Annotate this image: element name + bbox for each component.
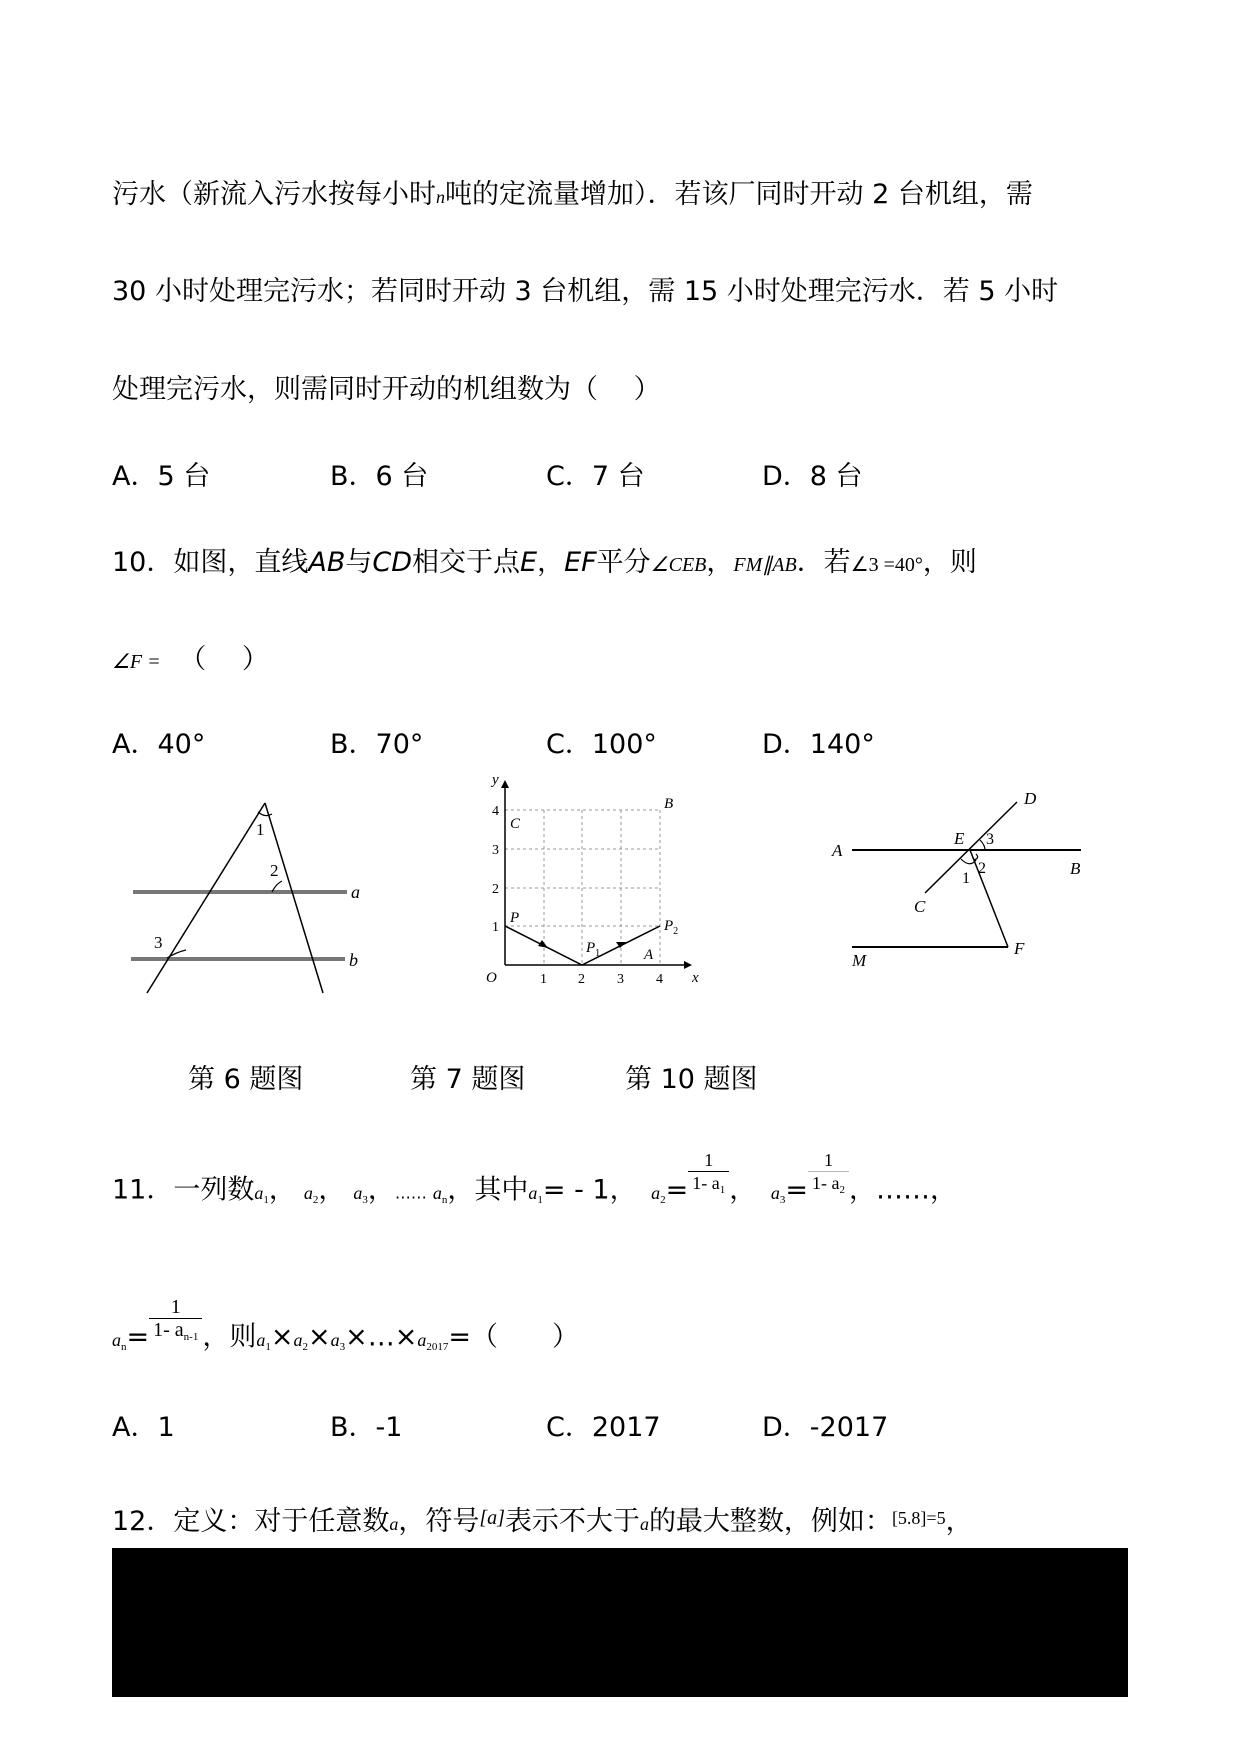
question-number: 12．	[112, 1506, 174, 1537]
q9-option-b[interactable]: B．6 台	[330, 461, 429, 492]
q11-text: ，则	[202, 1321, 257, 1353]
q12-text: 定义：对于任意数	[173, 1506, 390, 1537]
var-a: a	[639, 1514, 649, 1534]
term-a2: $a_2$	[293, 1329, 308, 1353]
term-an: $a_n$	[432, 1182, 448, 1206]
term-a1: $a_1$	[528, 1182, 543, 1206]
label-e: E	[954, 829, 965, 848]
numerator: 1	[688, 1149, 729, 1172]
caption-figure-6: 第 6 题图	[188, 1064, 304, 1095]
q9-text: 吨的定流量增加）．若该厂同时开动 2 台机组，需	[445, 179, 1033, 210]
term-a1: $a_1$	[254, 1182, 269, 1206]
label-angle-3: 3	[154, 933, 163, 952]
transversal-right	[265, 803, 323, 993]
fraction-a3	[808, 1149, 849, 1201]
label-angle-3: 3	[986, 831, 994, 848]
segment-ef: EF	[564, 547, 597, 578]
line-cd: CD	[372, 547, 413, 578]
q12-text: ，	[945, 1506, 973, 1537]
var-a: a	[389, 1514, 399, 1534]
q10-text: 相交于点	[412, 547, 521, 578]
caption-figure-7: 第 7 题图	[410, 1064, 526, 1095]
redacted-block	[112, 1548, 1128, 1697]
q10-text: 平分	[596, 547, 651, 578]
label-a: A	[644, 947, 654, 963]
q9-line-3: 处理完污水，则需同时开动的机组数为（ ）	[112, 374, 661, 405]
q10-text: 与	[345, 547, 373, 578]
q10-text: ，	[706, 547, 734, 578]
label-o: O	[486, 970, 497, 986]
grid-lines	[505, 810, 660, 965]
y-axis-arrow-icon	[501, 780, 509, 788]
ellipsis: ……	[394, 1183, 427, 1203]
figure-10-intersecting-lines	[820, 770, 1100, 970]
term-a2017: $a_{2017}$	[417, 1329, 449, 1353]
numerator: 1	[808, 1149, 849, 1172]
y-tick: 4	[492, 804, 499, 819]
label-p: P	[510, 910, 520, 926]
path-arrow-icon	[538, 940, 548, 948]
label-line-a: a	[351, 882, 360, 902]
label-c: C	[914, 897, 926, 916]
y-tick: 1	[492, 920, 499, 935]
q11-option-d[interactable]: D．-2017	[762, 1412, 889, 1443]
angle-3-arc	[167, 950, 186, 958]
label-d: D	[1024, 789, 1037, 808]
term-a3: $a_3$	[330, 1329, 346, 1353]
answer-blank: （ ）	[179, 644, 269, 675]
angle-3-arc	[980, 840, 985, 850]
term-an: $a_n$	[112, 1329, 127, 1353]
term-a3: $a_3$	[353, 1182, 368, 1206]
fm-parallel-ab: FM∥AB	[733, 554, 797, 576]
angle-3-value: ∠3 =40°	[850, 554, 923, 576]
line-cd	[925, 802, 1017, 893]
label-angle-1: 1	[962, 870, 970, 887]
figure-7-coordinate-grid	[480, 770, 720, 990]
q11-option-a[interactable]: A．1	[112, 1412, 175, 1443]
q11-text: 一列数	[173, 1174, 255, 1206]
term-a2: $a_2$	[651, 1182, 666, 1206]
q9-line-2: 30 小时处理完污水；若同时开动 3 台机组，需 15 小时处理完污水．若 5 小时	[112, 276, 1059, 307]
q10-option-b[interactable]: B．70°	[330, 729, 424, 760]
q9-line-1	[112, 177, 1033, 215]
x-tick: 2	[578, 972, 585, 987]
term-a3: $a_3$	[770, 1182, 786, 1206]
q9-text: 污水（新流入污水按每小时	[112, 179, 436, 210]
q10-text: ．若	[796, 547, 851, 578]
label-p1: $P_1$	[586, 940, 601, 959]
fraction-a2	[688, 1149, 729, 1201]
q12-text: 的最大整数，例如：	[648, 1506, 892, 1537]
q10-option-d[interactable]: D．140°	[762, 729, 875, 760]
angle-f: ∠F =	[112, 651, 161, 673]
floor-example: [5.8]=5	[891, 1508, 946, 1528]
equals: =	[126, 1321, 150, 1353]
q9-option-a[interactable]: A．5 台	[112, 461, 211, 492]
angle-ceb: ∠CEB	[650, 554, 707, 576]
q11-text: ，……，	[848, 1174, 957, 1206]
label-angle-2: 2	[978, 860, 986, 877]
line-ab: AB	[308, 547, 346, 578]
q12-text: 表示不大于	[504, 1506, 640, 1537]
x-axis-arrow-icon	[684, 961, 692, 969]
label-x: x	[692, 970, 699, 986]
y-tick: 2	[492, 882, 499, 897]
var-n: n	[436, 187, 445, 207]
x-tick: 3	[617, 972, 624, 987]
q9-option-c[interactable]: C．7 台	[546, 461, 645, 492]
q12-stem	[112, 1500, 973, 1542]
label-a: A	[832, 841, 843, 860]
transversal-left	[147, 803, 265, 993]
fraction-an	[149, 1296, 202, 1348]
label-b: B	[664, 796, 674, 812]
q11-text: ，其中	[447, 1174, 529, 1206]
label-b: B	[1070, 859, 1081, 878]
q11-formula-line: $a_n=$ $\frac{1}{1- a_{n-1}}$ ，则$a_1\times a_2\times a_3\times\dots\times a_{2017}=$（ ）	[112, 1296, 579, 1353]
point-e: E	[520, 547, 538, 578]
term-a1: $a_1$	[256, 1329, 271, 1353]
q12-text: ，符号	[398, 1506, 480, 1537]
y-tick: 3	[492, 843, 499, 858]
q10-stem	[112, 545, 977, 583]
question-number: 10．	[112, 547, 174, 578]
label-p2: $P_2$	[664, 918, 679, 937]
caption-figure-10: 第 10 题图	[625, 1064, 758, 1095]
label-angle-1: 1	[256, 820, 265, 839]
label-c: C	[510, 816, 521, 832]
denominator: 1- $a_{n-1}$	[153, 1319, 199, 1343]
q10-option-c[interactable]: C．100°	[546, 729, 657, 760]
q11-option-b[interactable]: B．-1	[330, 1412, 403, 1443]
label-line-b: b	[349, 950, 358, 970]
answer-blank: =（ ）	[448, 1321, 579, 1353]
denominator: 1- $a_2$	[812, 1173, 845, 1196]
q10-text: ，则	[922, 547, 977, 578]
q10-option-a[interactable]: A．40°	[112, 729, 206, 760]
q10-angle-f-line	[112, 642, 269, 680]
x-tick: 1	[540, 972, 547, 987]
q9-option-d[interactable]: D．8 台	[762, 461, 863, 492]
q10-text: ，	[537, 547, 565, 578]
label-y: y	[492, 772, 499, 788]
figure-6-parallel-lines	[120, 790, 380, 1000]
label-m: M	[852, 951, 867, 970]
term-a2: $a_2$	[303, 1182, 319, 1206]
floor-a: [a]	[479, 1507, 505, 1529]
a1-value: = - 1，	[542, 1174, 637, 1206]
numerator: 1	[149, 1296, 202, 1319]
question-number: 11．	[112, 1174, 174, 1206]
x-tick: 4	[656, 972, 663, 987]
label-f: F	[1014, 939, 1025, 958]
q11-stem: 11．一列数$a_1$， $a_2$， $a_3$，…… $a_n$，其中$a_1= - 1$， $a_2=$ $\frac{1}{1- a_1}$ ， $a_3=$ $\frac{1}{1- a_2}$ ，……，	[112, 1150, 957, 1206]
denominator: 1- $a_1$	[692, 1173, 726, 1196]
label-angle-2: 2	[270, 861, 279, 880]
angle-1-arc	[258, 812, 272, 816]
q10-text: 如图，直线	[173, 547, 309, 578]
segment-ef	[970, 850, 1008, 947]
q11-option-c[interactable]: C．2017	[546, 1412, 661, 1443]
